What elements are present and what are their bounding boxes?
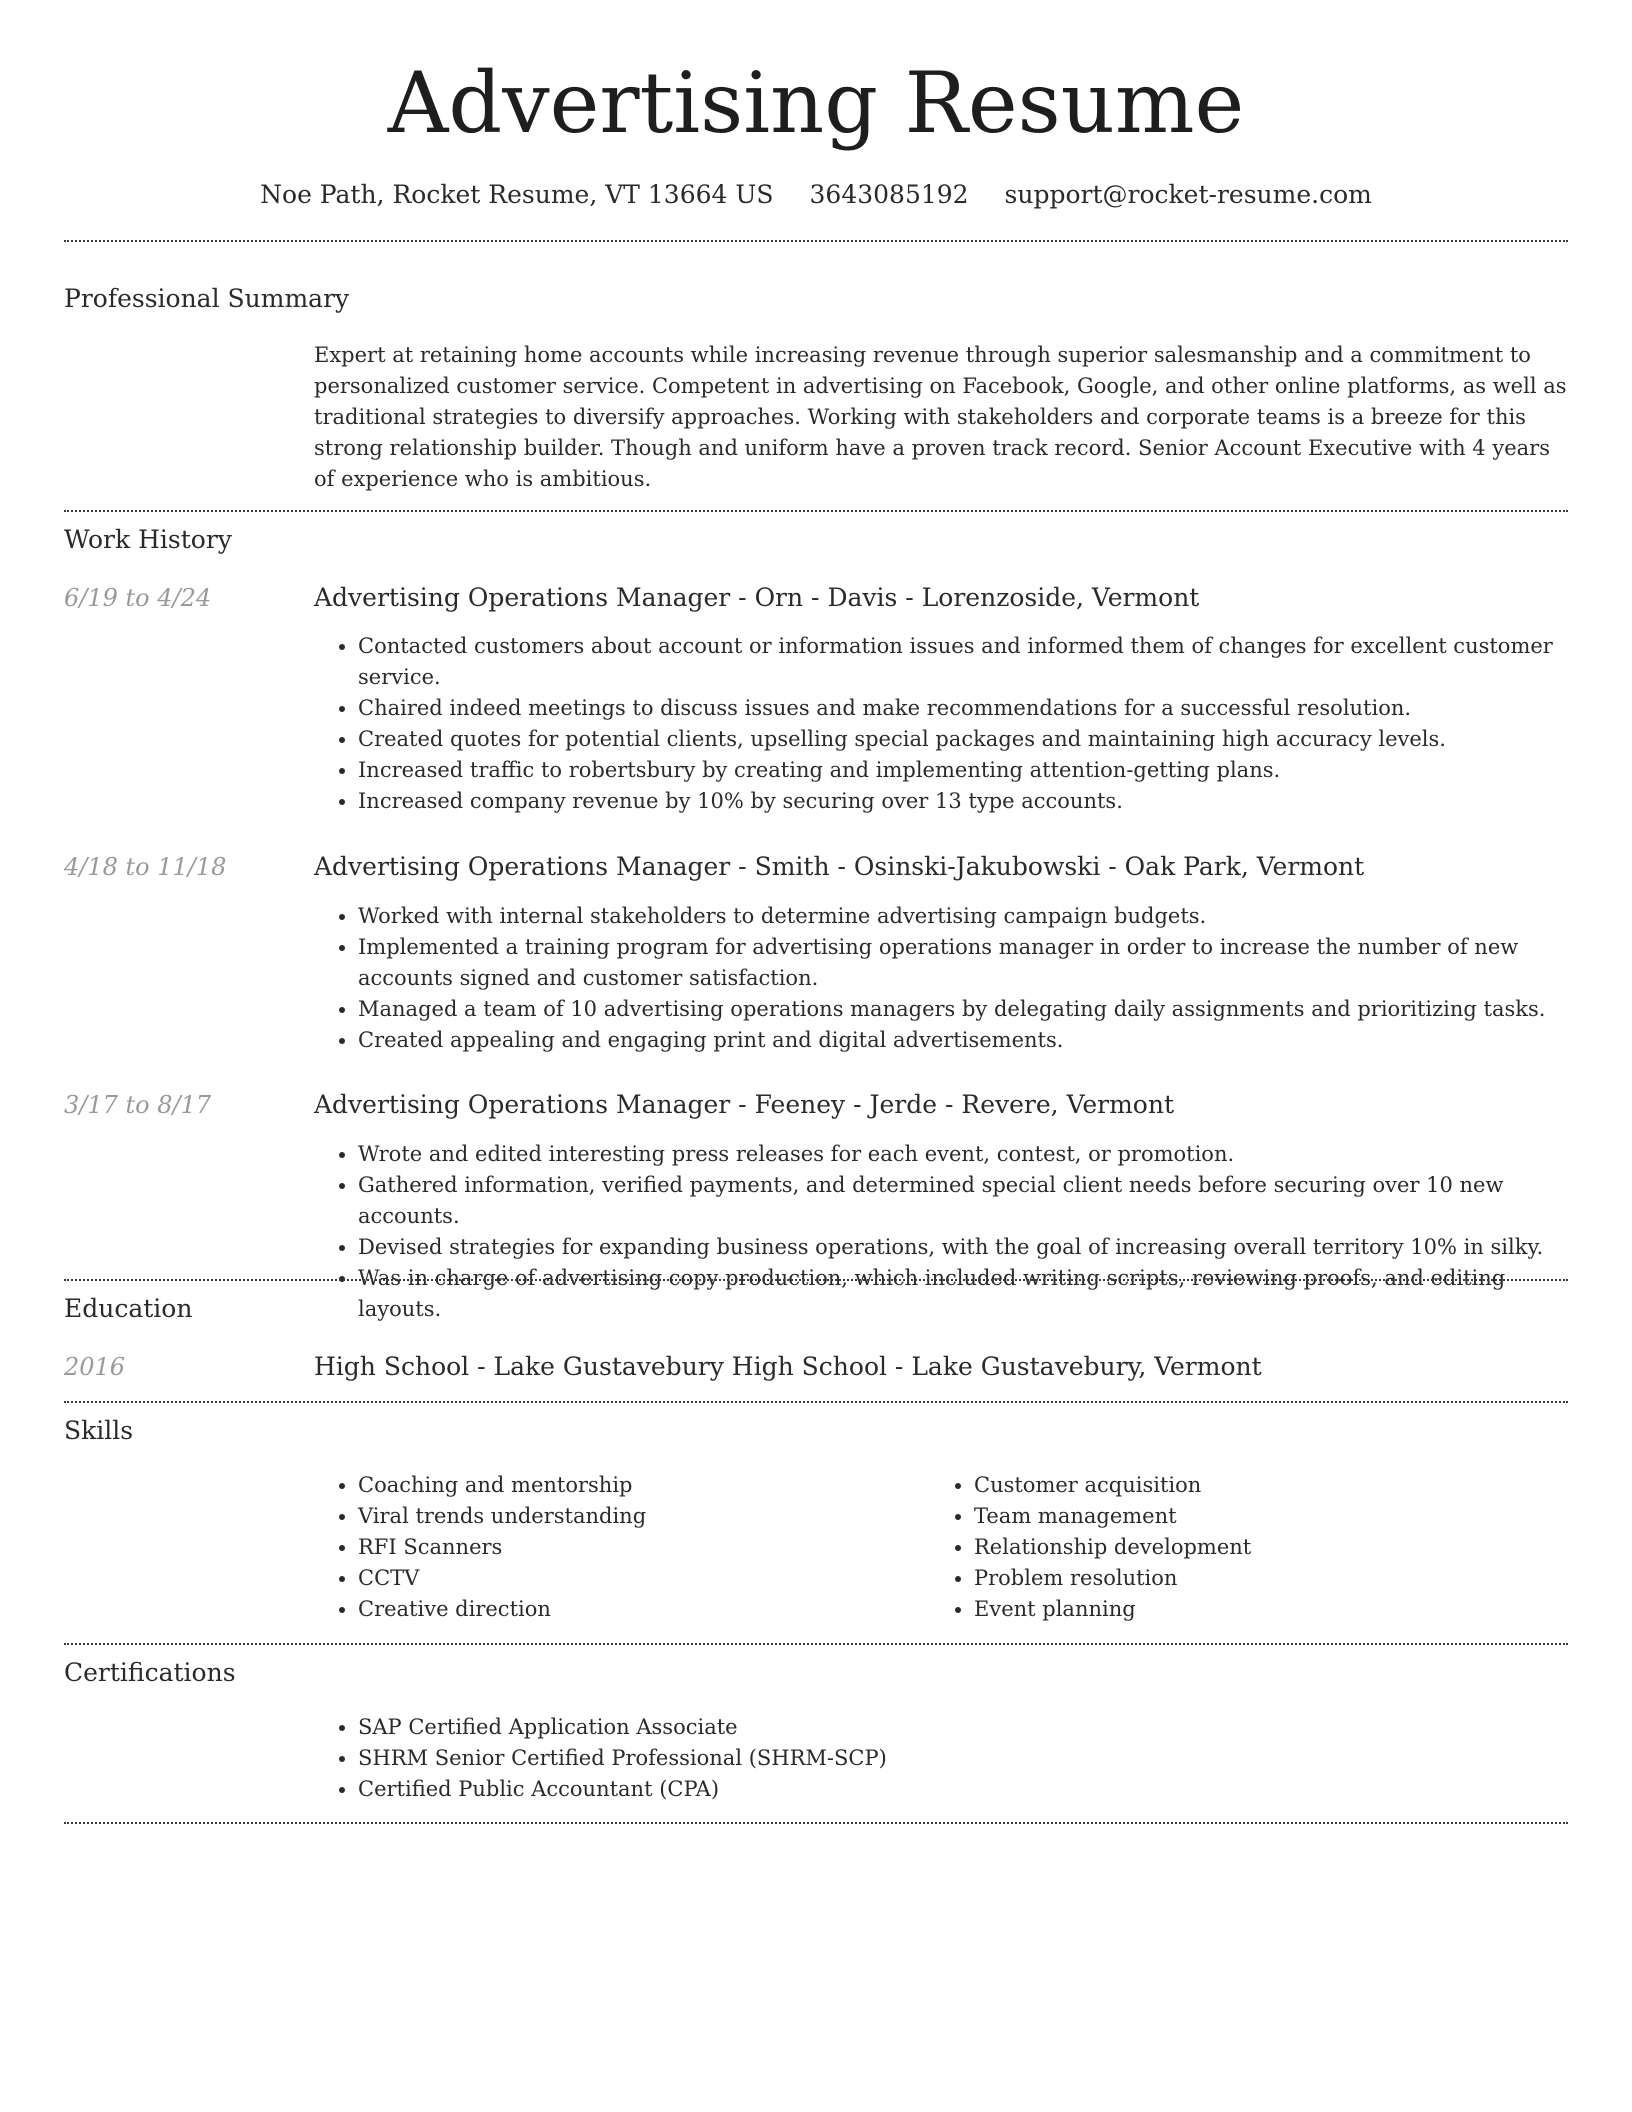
resume-name: Advertising Resume	[387, 54, 1245, 152]
list-item: • Team management	[974, 1501, 1546, 1532]
job-bullet-list	[314, 631, 1568, 817]
section-title-certifications: Certifications	[64, 1658, 236, 1687]
list-item: • Customer acquisition	[974, 1470, 1546, 1501]
job-dates: 6/19 to 4/24	[64, 584, 212, 612]
list-item: • CCTV	[358, 1563, 930, 1594]
section-title-education: Education	[64, 1294, 193, 1323]
contact-address: Noe Path, Rocket Resume, VT 13664 US	[260, 180, 774, 209]
job-dates: 3/17 to 8/17	[64, 1091, 212, 1119]
job-heading: Advertising Operations Manager - Feeney - Jerde - Revere, Vermont	[314, 1090, 1174, 1119]
job-dates: 4/18 to 11/18	[64, 853, 227, 881]
list-item: • SAP Certified Application Associate	[358, 1712, 1568, 1743]
divider	[64, 1822, 1568, 1824]
section-title-skills: Skills	[64, 1416, 134, 1445]
education-year: 2016	[64, 1353, 126, 1381]
list-item: • Certified Public Accountant (CPA)	[358, 1774, 1568, 1805]
job-heading: Advertising Operations Manager - Orn - Davis - Lorenzoside, Vermont	[314, 583, 1200, 612]
list-item: • Worked with internal stakeholders to determine advertising campaign budgets.	[358, 901, 1568, 932]
list-item: • Chaired indeed meetings to discuss issues and make recommendations for a successful resolution.	[358, 693, 1568, 724]
list-item: • Contacted customers about account or information issues and informed them of changes for excellent customer service.	[358, 631, 1568, 693]
list-item: • Viral trends understanding	[358, 1501, 930, 1532]
list-item: • Coaching and mentorship	[358, 1470, 930, 1501]
list-item: • Implemented a training program for advertising operations manager in order to increase the number of new accounts signed and customer satisfaction.	[358, 932, 1568, 994]
resume-header	[64, 48, 1568, 212]
divider	[64, 1401, 1568, 1403]
section-title-work-history: Work History	[64, 525, 232, 554]
divider	[64, 1279, 1568, 1281]
education-heading: High School - Lake Gustavebury High School - Lake Gustavebury, Vermont	[314, 1352, 1262, 1381]
contact-email: support@rocket-resume.com	[1004, 180, 1372, 209]
certifications-list	[314, 1712, 1568, 1805]
job-bullet-list	[314, 901, 1568, 1056]
job-bullet-list	[314, 1139, 1568, 1325]
contact-phone: 3643085192	[809, 180, 969, 209]
list-item: • Event planning	[974, 1594, 1546, 1625]
summary-text: Expert at retaining home accounts while increasing revenue through superior salesmanship and a commitment to personalized customer service. Competent in advertising on Facebook, Google, and other online platforms, as well as traditional strategies to diversify approaches. Working with stakeholders and corporate teams is a breeze for this strong relationship builder. Though and uniform have a proven track record. Senior Account Executive with 4 years of experience who is ambitious.	[314, 343, 1567, 491]
list-item: • Created appealing and engaging print and digital advertisements.	[358, 1025, 1568, 1056]
list-item: • Managed a team of 10 advertising operations managers by delegating daily assignments and prioritizing tasks.	[358, 994, 1568, 1025]
list-item: • Increased traffic to robertsbury by creating and implementing attention-getting plans.	[358, 755, 1568, 786]
list-item: • Wrote and edited interesting press releases for each event, contest, or promotion.	[358, 1139, 1568, 1170]
skills-list-left	[314, 1470, 930, 1625]
list-item: • Increased company revenue by 10% by securing over 13 type accounts.	[358, 786, 1568, 817]
list-item: • SHRM Senior Certified Professional (SHRM-SCP)	[358, 1743, 1568, 1774]
list-item: • RFI Scanners	[358, 1532, 930, 1563]
list-item: • Gathered information, verified payments, and determined special client needs before securing over 10 new accounts.	[358, 1170, 1568, 1232]
section-title-summary: Professional Summary	[64, 284, 350, 313]
divider	[64, 510, 1568, 512]
list-item: • Created quotes for potential clients, upselling special packages and maintaining high accuracy levels.	[358, 724, 1568, 755]
list-item: • Devised strategies for expanding business operations, with the goal of increasing overall territory 10% in silky.	[358, 1232, 1568, 1263]
list-item: • Was in charge of advertising copy production, which included writing scripts, reviewing proofs, and editing layouts.	[358, 1263, 1568, 1325]
list-item: • Creative direction	[358, 1594, 930, 1625]
list-item: • Problem resolution	[974, 1563, 1546, 1594]
divider	[64, 240, 1568, 242]
list-item: • Relationship development	[974, 1532, 1546, 1563]
skills-list-right	[930, 1470, 1546, 1625]
job-heading: Advertising Operations Manager - Smith - Osinski-Jakubowski - Oak Park, Vermont	[314, 852, 1365, 881]
divider	[64, 1643, 1568, 1645]
contact-line	[64, 178, 1568, 212]
